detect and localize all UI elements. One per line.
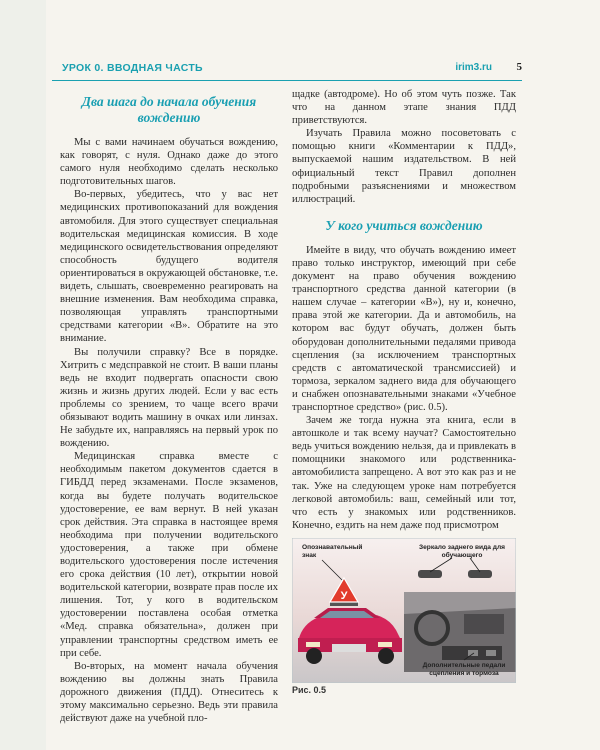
dashboard-icon	[404, 570, 516, 672]
header-site: irim3.ru	[455, 62, 492, 73]
figure-label-pedals: Дополнительные педали сцепления и тормоза	[422, 662, 506, 677]
paragraph: Вы получили справку? Все в порядке. Хитрить с медсправкой не стоит. В ваши планы ведь не входит подвергать опасности свою жизнь и жизнь других людей. Если у вас есть проблемы со зрением, то чаще всего врачи обязывают водить машину в очках или линзах. Не забудьте их, направляясь на первый урок по вождению.	[60, 346, 278, 450]
figure-label-mirror: Зеркало заднего вида для обучающего	[419, 544, 505, 559]
svg-text:У: У	[340, 590, 348, 602]
paragraph: щадке (автодроме). Но об этом чуть позже. Так что на данном этапе знания ПДД приветствуются.	[292, 89, 516, 127]
page-margin-shadow	[0, 0, 46, 750]
car-icon	[298, 608, 402, 664]
section-heading-who-teaches: У кого учиться вождению	[325, 217, 483, 233]
running-header	[52, 62, 522, 78]
header-rule	[52, 80, 522, 81]
figure-label-sign: Опознавательный знак	[302, 544, 363, 559]
training-sign-icon	[330, 578, 358, 606]
left-column	[60, 88, 278, 725]
right-column	[292, 88, 516, 532]
paragraph: Мы с вами начинаем обучаться вождению, как говорят, с нуля. Однако даже до этого самого нуля необходимо сделать несколько подготовительных шагов.	[60, 137, 278, 188]
page-number: 5	[516, 61, 522, 73]
figure-caption: Рис. 0.5	[292, 685, 327, 695]
paragraph: Имейте в виду, что обучать вождению имеет право только инструктор, имеющий при себе документ на право обучения вождению транспортного средства данной категории (в нашем случае – категории «B»), ну и, конечно, права этой же категории. Да и автомобиль, на котором вас будут обучать, должен быть оборудован дополнительными педалями привода сцепления (за исключением транспортных средств с автоматической трансмиссией) и тормоза, зеркалом заднего вида для обучающего и снабжен опознавательными знаками «Учебное транспортное средство» (рис. 0.5).	[292, 244, 516, 413]
paragraph: Во-первых, убедитесь, что у вас нет медицинских противопоказаний для вождения автомобиля. Для этого существует специальная водительская медицинская комиссия. В ходе медицинского освидетельствования определяют способность будущего водителя ориентироваться в окружающей обстановке, т.е. видеть, слышать, своевременно реагировать на внешние изменения. Вам необходима справка, позволяющая управлять транспортными средствами категории «B». Обратите на это внимание.	[60, 189, 278, 345]
paragraph: Во-вторых, на момент начала обучения вождению вы должны знать Правила дорожного движения (ПДД). Отнеситесь к этому максимально серьезно. Ведь эти правила действуют даже на учебной пло-	[60, 660, 278, 725]
section-heading-two-steps: Два шага до начала обучения вождению	[81, 94, 257, 125]
paragraph: Медицинская справка вместе с необходимым пакетом документов сдается в ГИБДД перед экзаменами. После экзаменов, когда вы будете получать водительское удостоверение, ее вам вернут. В ней указан срок действия. Эта справка в настоящее время необходима при получении водительского удостоверения, а также при обмене водительского удостоверения после истечения его срока действия (10 лет), открытии новой водительской категории, возврате прав после их лишения. Тот, у кого в водительском удостоверении поставлена особая отметка «Мед. справка обязательна», должен при управлении транспортны средством иметь ее при себе.	[60, 451, 278, 659]
figure-training-car	[292, 538, 516, 683]
paragraph: Зачем же тогда нужна эта книга, если в автошколе и так всему научат? Самостоятельно ведь учиться вождению нельзя, да и привлекать в помощники знакомого или родственника-автомобилиста запрещено. А вот это как раз и не так. Уже на следующем уроке нам потребуется легковой автомобиль: ваш, семейный или тот, что есть у знакомых или родственников. Конечно, ездить на нем даже под присмотром	[292, 415, 516, 531]
header-section-title: УРОК 0. ВВОДНАЯ ЧАСТЬ	[62, 62, 203, 74]
paragraph: Изучать Правила можно посоветовать с помощью книги «Комментарии к ПДД», выпускаемой нашим издательством. В ней официальный текст Правил дополнен подробными разъяснениями и множеством иллюстраций.	[292, 128, 516, 205]
